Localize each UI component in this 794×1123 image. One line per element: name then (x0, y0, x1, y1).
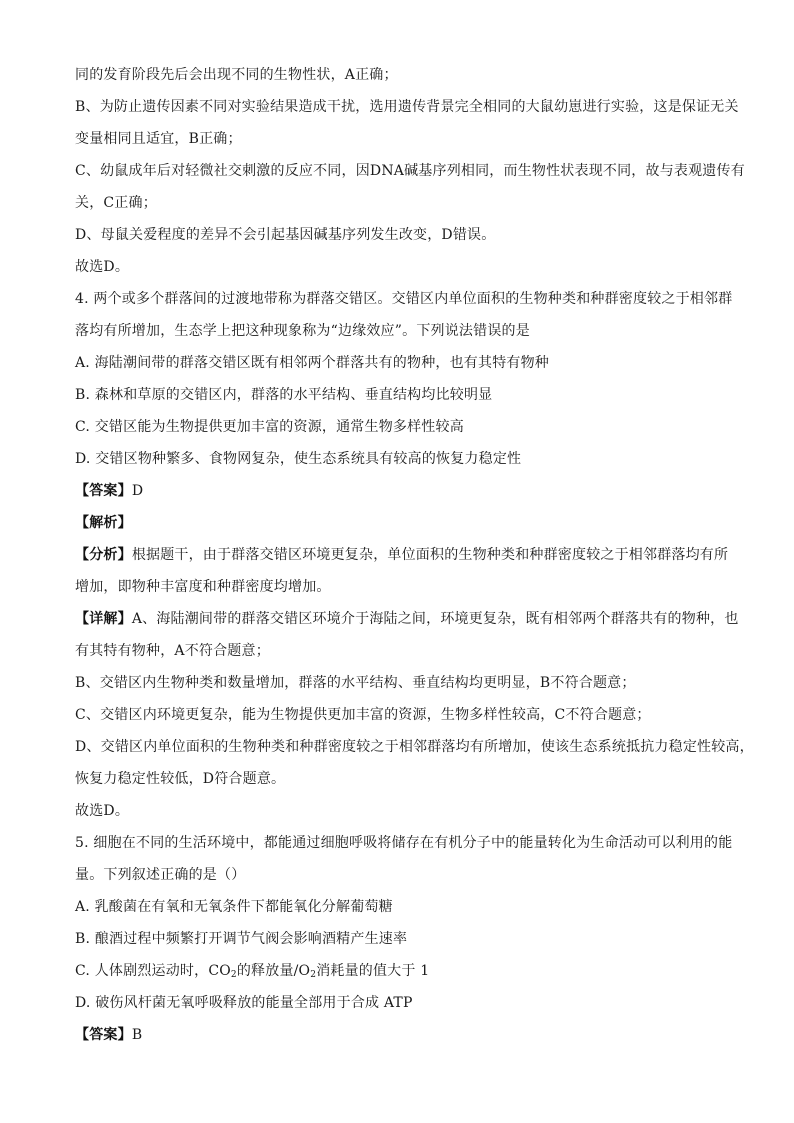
question-5-answer (75, 1026, 142, 1044)
text-line: 故选D。 (75, 259, 130, 275)
question-4-answer (75, 482, 143, 500)
answer-value: D (131, 483, 144, 499)
question-5-option-a: A. 乳酸菌在有氧和无氧条件下都能氧化分解葡萄糖 (75, 899, 393, 915)
question-4-stem-cont: 落均有所增加，生态学上把这种现象称为“边缘效应”。下列说法错误的是 (75, 323, 530, 339)
question-4-option-d: D. 交错区物种繁多、食物网复杂，使生态系统具有较高的恢复力稳定性 (75, 451, 522, 467)
question-5-stem-cont: 量。下列叙述正确的是（） (75, 867, 246, 883)
question-5-option-c: C. 人体剧烈运动时，$CO_2$的释放量$/O_2$消耗量的值大于 1 (75, 963, 430, 980)
question-5-option-d: D. 破伤风杆菌无氧呼吸释放的能量全部用于合成 ATP (75, 995, 413, 1011)
question-5-stem: 5. 细胞在不同的生活环境中，都能通过细胞呼吸将储存在有机分子中的能量转化为生命活动可以利用的能 (75, 835, 733, 851)
question-4-option-b: B. 森林和草原的交错区内，群落的水平结构、垂直结构均比较明显 (75, 387, 493, 403)
text-line: C、幼鼠成年后对轻微社交刺激的反应不同，因DNA碱基序列相同，而生物性状表现不同，故与表观遗传有 (75, 163, 745, 179)
text-line: D、交错区内单位面积的生物种类和种群密度较之于相邻群落均有所增加，使该生态系统抵抗力稳定性较高， (75, 739, 754, 755)
question-4-fenxi (75, 546, 728, 564)
question-4-xiangjie (75, 610, 739, 628)
xiangjie-text: A、海陆潮间带的群落交错区环境介于海陆之间，环境更复杂，既有相邻两个群落共有的物种，也 (131, 611, 739, 627)
question-4-stem: 4. 两个或多个群落间的过渡地带称为群落交错区。交错区内单位面积的生物种类和种群密度较之于相邻群 (75, 291, 733, 307)
text-line: 同的发育阶段先后会出现不同的生物性状，A正确； (75, 67, 398, 83)
text-line: 关，C正确； (75, 195, 157, 211)
question-5-option-b: B. 酿酒过程中频繁打开调节气阀会影响酒精产生速率 (75, 931, 408, 947)
answer-value: B (131, 1027, 143, 1043)
text-line: C、交错区内环境更复杂，能为生物提供更加丰富的资源，生物多样性较高，C不符合题意； (75, 707, 651, 723)
answer-tag: 【答案】 (75, 1027, 132, 1043)
question-4-option-c: C. 交错区能为生物提供更加丰富的资源，通常生物多样性较高 (75, 419, 464, 435)
text-line: B、为防止遗传因素不同对实验结果造成干扰，选用遗传背景完全相同的大鼠幼崽进行实验，这是保证无关 (75, 99, 739, 115)
answer-tag: 【答案】 (75, 483, 132, 499)
fenxi-tag: 【分析】 (75, 547, 132, 563)
question-4-analysis-heading (75, 514, 132, 532)
xiangjie-tag: 【详解】 (75, 611, 132, 627)
question-4-fenxi-cont: 增加，即物种丰富度和种群密度均增加。 (75, 579, 331, 595)
text-line: 故选D。 (75, 803, 130, 819)
text-line: 有其特有物种，A不符合题意； (75, 643, 270, 659)
text-line: 变量相同且适宜，B正确； (75, 131, 242, 147)
text-line: 恢复力稳定性较低，D符合题意。 (75, 771, 286, 787)
text-line: B、交错区内生物种类和数量增加，群落的水平结构、垂直结构均更明显，B不符合题意； (75, 675, 636, 691)
text-line: D、母鼠关爱程度的差异不会引起基因碱基序列发生改变，D错误。 (75, 227, 496, 243)
fenxi-text: 根据题干，由于群落交错区环境更复杂，单位面积的生物种类和种群密度较之于相邻群落均有所 (131, 547, 729, 563)
analysis-tag: 【解析】 (75, 515, 132, 531)
question-4-option-a: A. 海陆潮间带的群落交错区既有相邻两个群落共有的物种，也有其特有物种 (75, 355, 550, 371)
